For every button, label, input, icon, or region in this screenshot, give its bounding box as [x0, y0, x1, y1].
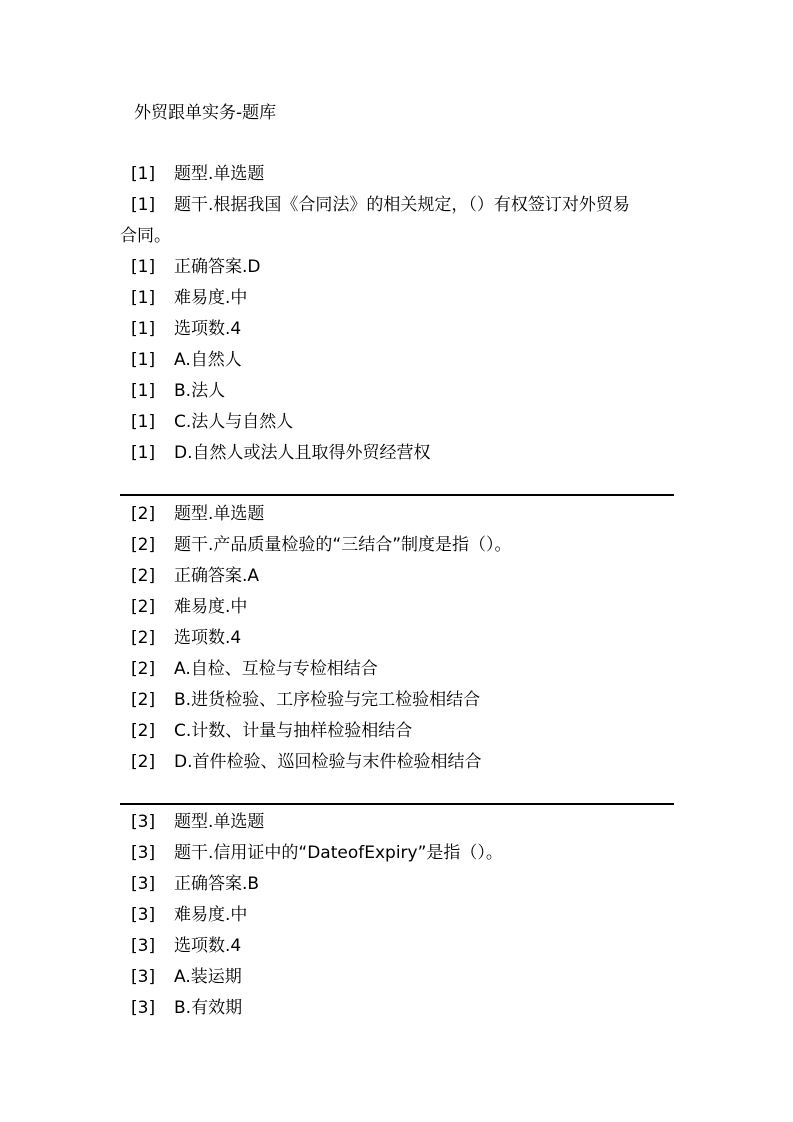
question-type: 题型.单选题	[174, 812, 265, 832]
question-divider	[120, 803, 674, 805]
question-difficulty: 难易度.中	[174, 905, 248, 925]
document-title: 外贸跟单实务-题库	[134, 103, 277, 123]
question-stem: 题干.信用证中的“DateofExpiry”是指（）。	[174, 843, 503, 863]
question-option-d: D.自然人或法人且取得外贸经营权	[174, 443, 431, 463]
question-option-count: 选项数.4	[174, 319, 242, 339]
question-option-count: 选项数.4	[174, 628, 242, 648]
question-option-row	[0, 719, 793, 750]
question-option-c: C.法人与自然人	[174, 412, 294, 432]
question-difficulty-row	[0, 286, 793, 317]
question-number: [2]	[131, 659, 156, 679]
question-number: [2]	[131, 597, 156, 617]
question-option-row	[0, 379, 793, 410]
question-option-count-row	[0, 934, 793, 965]
question-number: [3]	[131, 812, 156, 832]
question-stem-row	[0, 841, 793, 872]
question-block-2	[0, 502, 793, 781]
question-answer: 正确答案.B	[174, 874, 260, 894]
question-option-count: 选项数.4	[174, 936, 242, 956]
question-option-d: D.首件检验、巡回检验与末件检验相结合	[174, 752, 482, 772]
question-divider	[120, 494, 674, 496]
question-number: [1]	[131, 412, 156, 432]
question-number: [1]	[131, 381, 156, 401]
question-option-row	[0, 441, 793, 472]
question-stem: 题干.根据我国《合同法》的相关规定，（）有权签订对外贸易	[174, 195, 630, 215]
question-option-a: A.自检、互检与专检相结合	[174, 659, 378, 679]
question-number: [1]	[131, 164, 156, 184]
question-option-a: A.自然人	[174, 350, 242, 370]
question-number: [1]	[131, 319, 156, 339]
question-number: [1]	[131, 288, 156, 308]
question-stem-row	[0, 533, 793, 564]
question-number: [3]	[131, 936, 156, 956]
question-type-row	[0, 502, 793, 533]
question-number: [2]	[131, 721, 156, 741]
question-number: [1]	[131, 350, 156, 370]
question-number: [3]	[131, 874, 156, 894]
question-option-row	[0, 688, 793, 719]
question-difficulty: 难易度.中	[174, 597, 248, 617]
question-block-3	[0, 810, 793, 1027]
question-option-count-row	[0, 317, 793, 348]
question-answer: 正确答案.D	[174, 257, 261, 277]
question-number: [3]	[131, 967, 156, 987]
question-option-row	[0, 965, 793, 996]
question-number: [3]	[131, 998, 156, 1018]
question-stem-row	[0, 193, 793, 255]
question-type: 题型.单选题	[174, 164, 265, 184]
question-number: [1]	[131, 195, 156, 215]
question-option-row	[0, 348, 793, 379]
question-number: [3]	[131, 843, 156, 863]
question-number: [1]	[131, 257, 156, 277]
question-type-row	[0, 162, 793, 193]
question-option-b: B.法人	[174, 381, 226, 401]
question-option-a: A.装运期	[174, 967, 242, 987]
question-answer-row	[0, 872, 793, 903]
question-stem: 题干.产品质量检验的“三结合”制度是指（）。	[174, 535, 512, 555]
question-number: [1]	[131, 443, 156, 463]
question-number: [2]	[131, 752, 156, 772]
question-type-row	[0, 810, 793, 841]
question-number: [3]	[131, 905, 156, 925]
question-difficulty-row	[0, 903, 793, 934]
question-block-1	[0, 162, 793, 472]
question-option-b: B.有效期	[174, 998, 243, 1018]
question-option-row	[0, 657, 793, 688]
question-option-row	[0, 750, 793, 781]
question-number: [2]	[131, 535, 156, 555]
question-option-c: C.计数、计量与抽样检验相结合	[174, 721, 413, 741]
question-option-row	[0, 410, 793, 441]
question-type: 题型.单选题	[174, 504, 265, 524]
question-number: [2]	[131, 566, 156, 586]
question-number: [2]	[131, 690, 156, 710]
question-number: [2]	[131, 504, 156, 524]
question-answer-row	[0, 255, 793, 286]
question-answer: 正确答案.A	[174, 566, 260, 586]
question-option-count-row	[0, 626, 793, 657]
question-difficulty-row	[0, 595, 793, 626]
question-number: [2]	[131, 628, 156, 648]
question-option-row	[0, 996, 793, 1027]
question-difficulty: 难易度.中	[174, 288, 248, 308]
question-stem-continuation: 合同。	[120, 226, 171, 246]
question-option-b: B.进货检验、工序检验与完工检验相结合	[174, 690, 481, 710]
question-answer-row	[0, 564, 793, 595]
